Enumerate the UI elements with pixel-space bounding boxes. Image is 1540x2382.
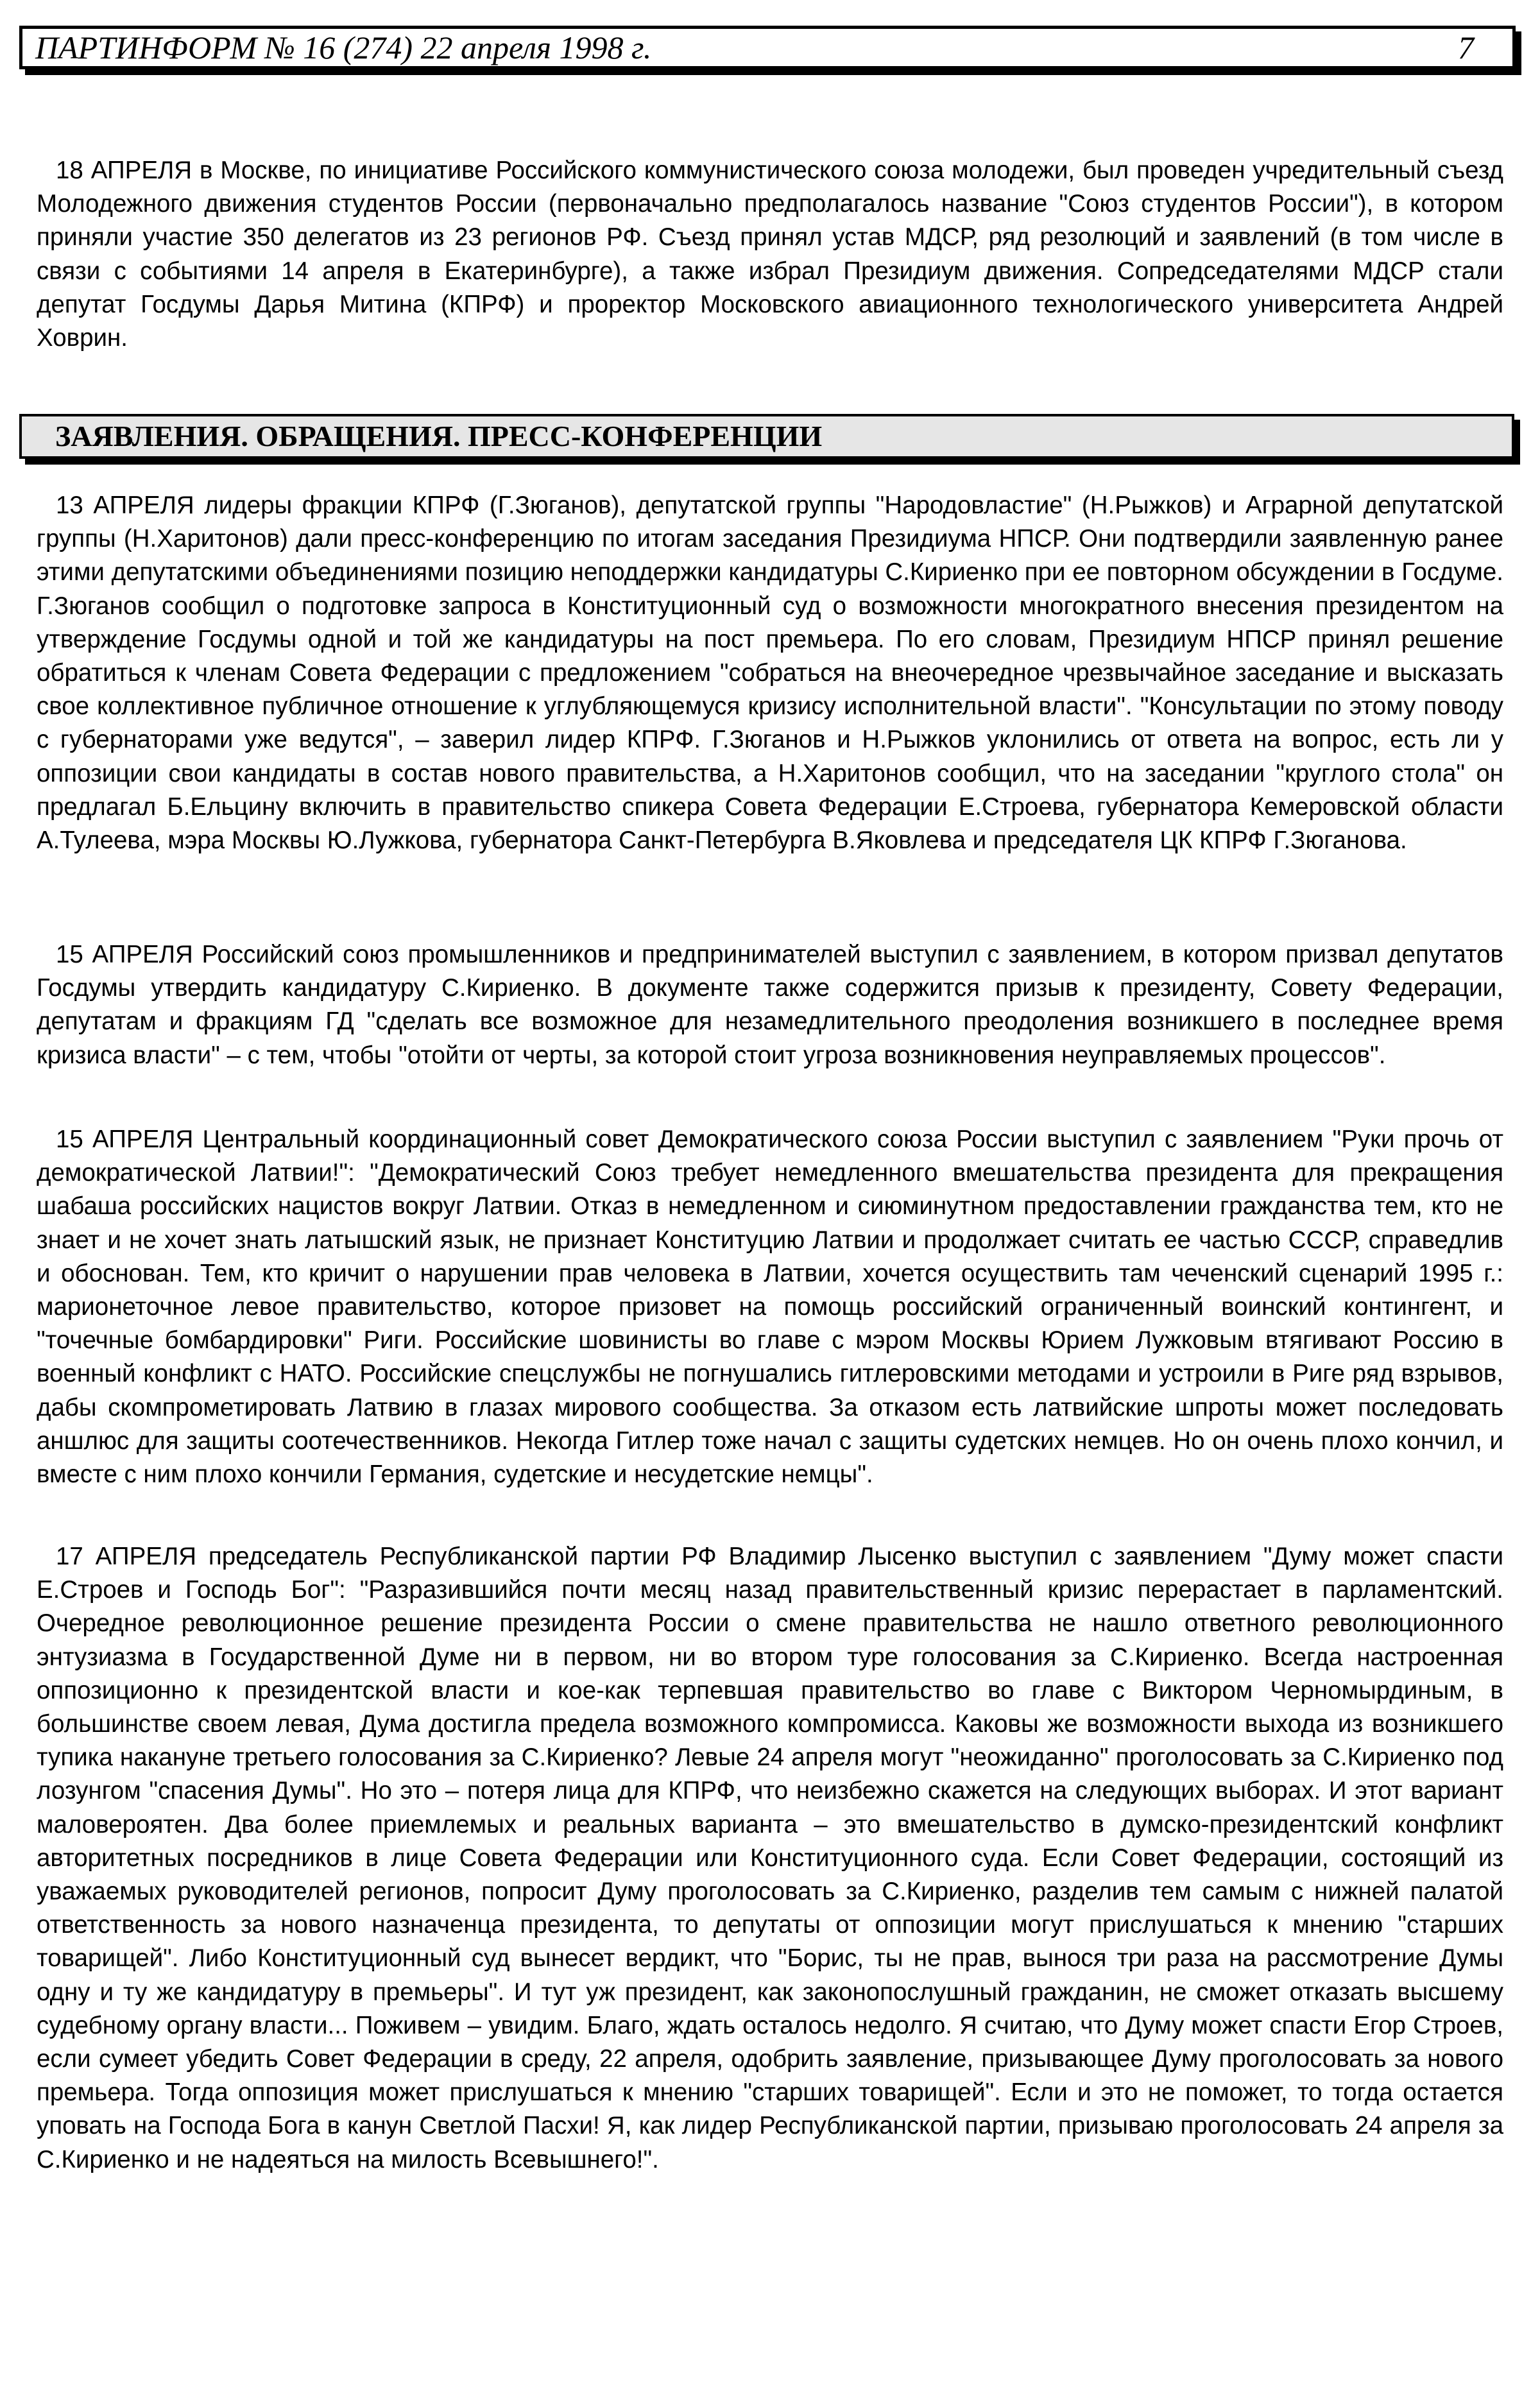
news-item-paragraph: 18 АПРЕЛЯ в Москве, по инициативе Российского коммунистического союза молодежи, был проведен учредительный съезд Молодежного движения студентов России (первоначально предполагалось название "Союз студентов России"), в котором приняли участие 350 делегатов из 23 регионов РФ. Съезд принял устав МДСР, ряд резолюций и заявлений (в том числе в связи с событиями 14 апреля в Екатеринбурге), а также избрал Президиум движения. Сопредседателями МДСР стали депутат Госдумы Дарья Митина (КПРФ) и проректор Московского авиационного технологического университета Андрей Ховрин. [37, 157, 1503, 352]
news-item-paragraph: 15 АПРЕЛЯ Российский союз промышленников и предпринимателей выступил с заявлением, в котором призвал депутатов Госдумы утвердить кандидатуру С.Кириенко. В документе также содержится призыв к президенту, Совету Федерации, депутатам и фракциям ГД "сделать все возможное для незамедлительного преодоления возникшего в последнее время кризиса власти" – с тем, чтобы "отойти от черты, за которой стоит угроза возникновения неуправляемых процессов". [37, 941, 1503, 1069]
page-number: 7 [1458, 30, 1474, 65]
publication-title: ПАРТИНФОРМ № 16 (274) 22 апреля 1998 г. [35, 30, 652, 65]
news-item-paragraph: 15 АПРЕЛЯ Центральный координационный совет Демократического союза России выступил с заявлением "Руки прочь от демократической Латвии!": "Демократический Союз требует немедленного вмешательства президента для прекращения шабаша российских нацистов вокруг Латвии. Отказ в немедленном и сиюминутном предоставлении гражданства тем, кто не знает и не хочет знать латышский язык, не признает Конституцию Латвии и продолжает считать ее частью СССР, справедлив и обоснован. Тем, кто кричит о нарушении прав человека в Латвии, хочется осуществить там чеченский сценарий 1995 г.: марионеточное левое правительство, которое призовет на помощь российский ограниченный воинский контингент, и "точечные бомбардировки" Риги. Российские шовинисты во главе с мэром Москвы Юрием Лужковым втягивают Россию в военный конфликт с НАТО. Российские спецслужбы не погнушались гитлеровскими методами и устроили в Риге ряд взрывов, дабы скомпрометировать Латвию в глазах мирового сообщества. За отказом есть латвийские шпроты может последовать аншлюс для защиты соотечественников. Некогда Гитлер тоже начал с защиты судетских немцев. Но он очень плохо кончил, и вместе с ним плохо кончили Германия, судетские и несудетские немцы". [37, 1126, 1503, 1489]
section-heading: ЗАЯВЛЕНИЯ. ОБРАЩЕНИЯ. ПРЕСС-КОНФЕРЕНЦИИ [19, 414, 1514, 459]
page-header [19, 26, 1516, 69]
news-item-paragraph: 13 АПРЕЛЯ лидеры фракции КПРФ (Г.Зюганов), депутатской группы "Народовластие" (Н.Рыжков) и Аграрной депутатской группы (Н.Харитонов) дали пресс-конференцию по итогам заседания Президиума НПСР. Они подтвердили заявленную ранее этими депутатскими объединениями позицию неподдержки кандидатуры С.Кириенко при ее повторном обсуждении в Госдуме. Г.Зюганов сообщил о подготовке запроса в Конституционный суд о возможности многократного внесения президентом на утверждение Госдумы одной и той же кандидатуры на пост премьера. По его словам, Президиум НПСР принял решение обратиться к членам Совета Федерации с предложением "собраться на внеочередное чрезвычайное заседание и высказать свое коллективное публичное отношение к углубляющемуся кризису исполнительной власти". "Консультации по этому поводу с губернаторами уже ведутся", – заверил лидер КПРФ. Г.Зюганов и Н.Рыжков уклонились от ответа на вопрос, есть ли у оппозиции свои кандидаты в состав нового правительства, а Н.Харитонов сообщил, что на заседании "круглого стола" он предлагал Б.Ельцину включить в правительство спикера Совета Федерации Е.Строева, губернатора Кемеровской области А.Тулеева, мэра Москвы Ю.Лужкова, губернатора Санкт-Петербурга В.Яковлева и председателя ЦК КПРФ Г.Зюганова. [37, 492, 1503, 855]
news-item-paragraph: 17 АПРЕЛЯ председатель Республиканской партии РФ Владимир Лысенко выступил с заявлением "Думу может спасти Е.Строев и Господь Бог": "Разразившийся почти месяц назад правительственный кризис перерастает в парламентский. Очередное революционное решение президента России о смене правительства не нашло ответного революционного энтузиазма в Государственной Думе ни в первом, ни во втором туре голосования за С.Кириенко. Всегда настроенная оппозиционно к президентской власти и кое-как терпевшая правительство во главе с Виктором Черномырдиным, в большинстве своем левая, Дума достигла предела возможного компромисса. Каковы же возможности выхода из возникшего тупика накануне третьего голосования за С.Кириенко? Левые 24 апреля могут "неожиданно" проголосовать за С.Кириенко под лозунгом "спасения Думы". Но это – потеря лица для КПРФ, что неизбежно скажется на следующих выборах. И этот вариант маловероятен. Два более приемлемых и реальных варианта – это вмешательство в думско-президентский конфликт авторитетных посредников в лице Совета Федерации или Конституционного суда. Если Совет Федерации, состоящий из уважаемых руководителей регионов, попросит Думу проголосовать за С.Кириенко, разделив тем самым с нижней палатой ответственность за нового назначенца президента, то депутаты от оппозиции могут прислушаться к мнению "старших товарищей". Либо Конституционный суд вынесет вердикт, что "Борис, ты не прав, вынося три раза на рассмотрение Думы одну и ту же кандидатуру в премьеры". И тут уж президент, как законопослушный гражданин, не сможет отказать высшему судебному органу власти... Поживем – увидим. Благо, ждать осталось недолго. Я считаю, что Думу может спасти Егор Строев, если сумеет убедить Совет Федерации в среду, 22 апреля, одобрить заявление, призывающее Думу проголосовать за нового премьера. Тогда оппозиция может прислушаться к мнению "старших товарищей". Если и это не поможет, то тогда остается уповать на Господа Бога в канун Светлой Пасхи! Я, как лидер Республиканской партии, призываю проголосовать 24 апреля за С.Кириенко и не надеяться на милость Всевышнего!". [37, 1543, 1503, 2173]
